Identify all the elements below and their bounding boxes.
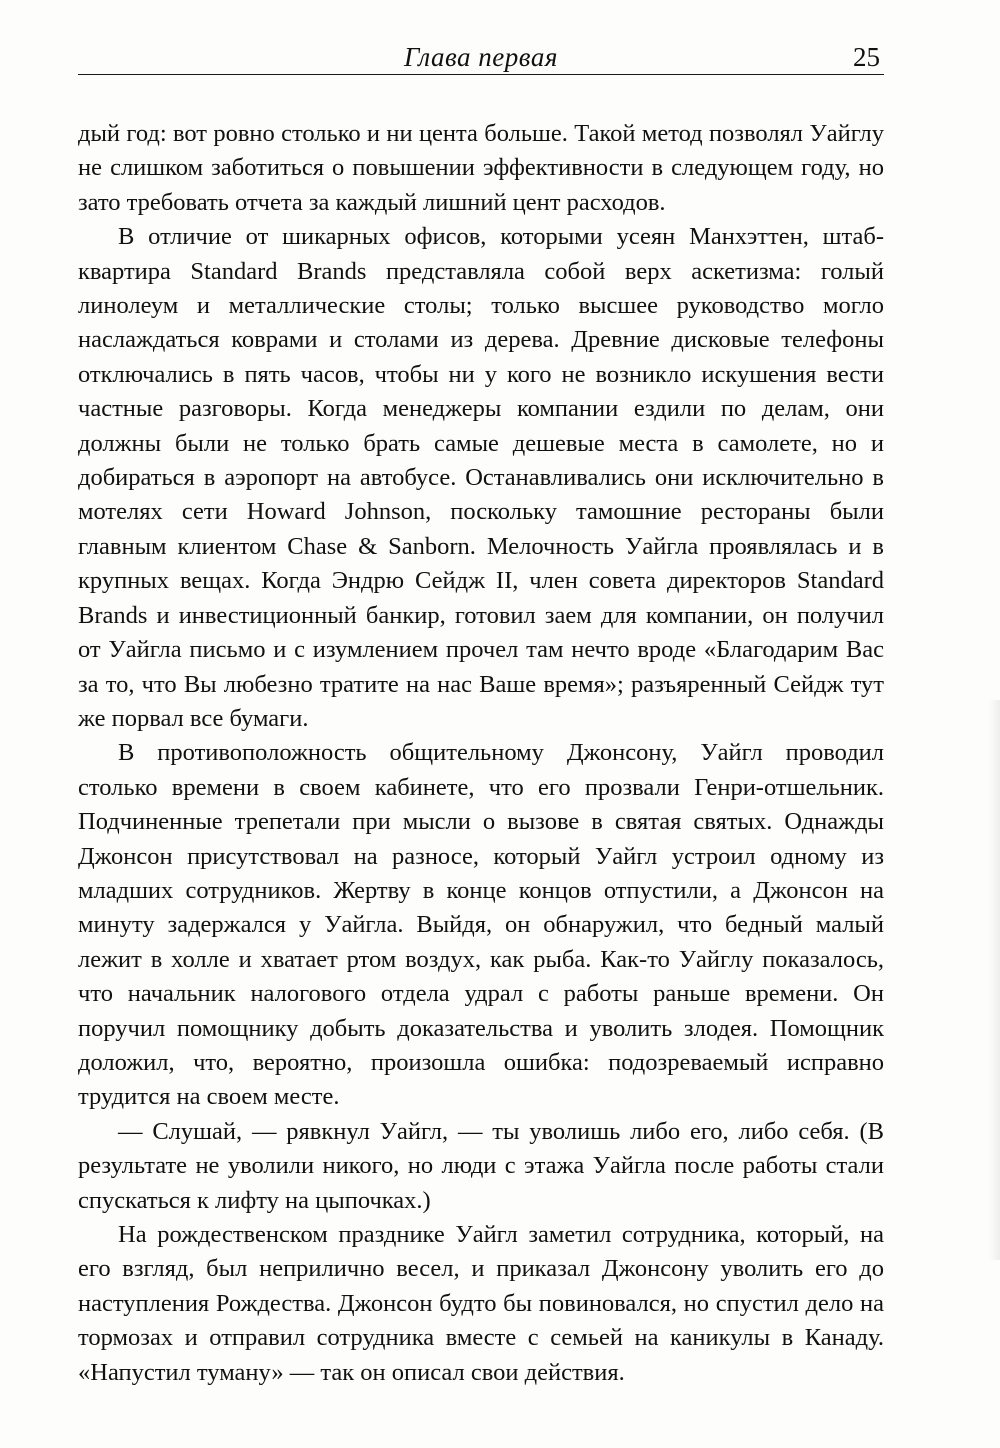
paragraph: В противоположность общительному Джонсону, Уайгл проводил столько времени в своем кабинете, что его прозвали Генри-отшельник. Подчиненные трепетали при мысли о вызове в святая святых. Однажды Джонсон присутствовал на разносе, который Уайгл устроил одному из младших сотрудников. Жертву в конце концов отпустили, а Джонсон на минуту задержался у Уайгла. Выйдя, он обнаружил, что бедный малый лежит в холле и хватает ртом воздух, как рыба. Как-то Уайглу показалось, что начальник налогового отдела удрал с работы раньше времени. Он поручил помощнику добыть доказательства и уволить злодея. Помощник доложил, что, вероятно, произошла ошибка: подозреваемый исправно трудится на своем месте. bbox=[78, 739, 884, 1111]
running-head bbox=[78, 38, 884, 74]
paragraph: В отличие от шикарных офисов, которыми усеян Манхэттен, штаб-квартира Standard Brands представляла собой верх аскетизма: голый линолеум и металлические столы; только высшее руководство могло наслаждаться коврами и столами из дерева. Древние дисковые телефоны отключались в пять часов, чтобы ни у кого не возникло искушения вести частные разговоры. Когда менеджеры компании ездили по делам, они должны были не только брать самые дешевые места в самолете, но и добираться в аэропорт на автобусе. Останавливались они исключительно в мотелях сети Howard Johnson, поскольку тамошние рестораны были главным клиентом Chase & Sanborn. Мелочность Уайгла проявлялась и в крупных вещах. Когда Эндрю Сейдж II, член совета директоров Standard Brands и инвестиционный банкир, готовил заем для компании, он получил от Уайгла письмо и с изумлением прочел там нечто вроде «Благодарим Вас за то, что Вы любезно тратите на нас Ваше время»; разъяренный Сейдж тут же порвал все бумаги. bbox=[78, 223, 884, 732]
paragraph: На рождественском празднике Уайгл заметил сотрудника, который, на его взгляд, был неприлично весел, и приказал Джонсону уволить его до наступления Рождества. Джонсон будто бы повиновался, но спустил дело на тормозах и отправил сотрудника вместе с семьей на каникулы в Канаду. «Напустил туману» — так он описал свои действия. bbox=[78, 1221, 884, 1386]
chapter-title: Глава первая bbox=[404, 42, 558, 72]
body-text bbox=[78, 117, 884, 1390]
page-number: 25 bbox=[853, 42, 880, 72]
header-rule bbox=[78, 74, 884, 75]
paragraph-continued: дый год: вот ровно столько и ни цента больше. Такой метод позволял Уайглу не слишком заботиться о повышении эффективности в следующем году, но зато требовать отчета за каждый лишний цент расходов. bbox=[78, 120, 884, 216]
paragraph-dialogue: — Слушай, — рявкнул Уайгл, — ты уволишь либо его, либо себя. (В результате не уволили никого, но люди с этажа Уайгла после работы стали спускаться к лифту на цыпочках.) bbox=[78, 1117, 884, 1214]
page-edge-shadow bbox=[988, 700, 1000, 1260]
